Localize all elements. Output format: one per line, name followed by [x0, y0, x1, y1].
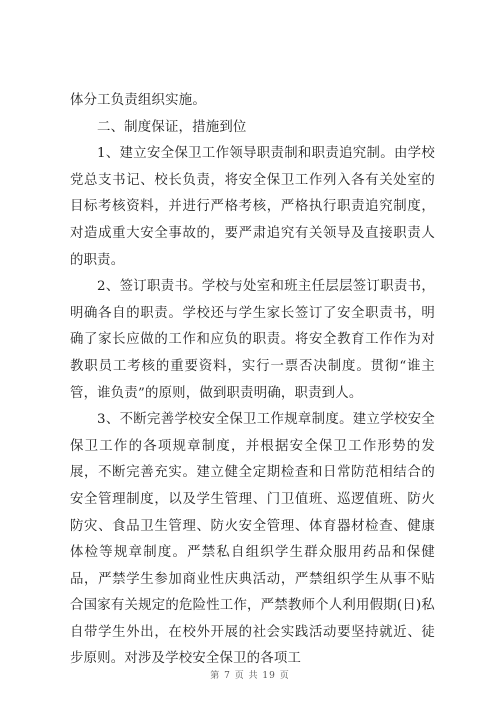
section-heading: 二、制度保证，措施到位 [97, 119, 247, 135]
paragraph-item-3: 3、不断完善学校安全保卫工作规章制度。建立学校安全保卫工作的各项规章制度，并根据安全保卫工作形势的发展，不断完善充实。建立健全定期检查和日常防范相结合的安全管理制度，以及学生管理、门卫值班、巡逻值班、防火防灾、食品卫生管理、防火安全管理、体育器材检查、健康体检等规章制度。严禁私自组织学生群众服用药品和保健品，严禁学生参加商业性庆典活动，严禁组织学生从事不贴合国家有关规定的危险性工作，严禁教师个人利用假期(日)私自带学生外出，在校外开展的社会实践活动要坚持就近、徒步原则。对涉及学校安全保卫的各项工 [70, 412, 435, 667]
page-number-footer: 第 7 页 共 19 页 [210, 671, 290, 681]
paragraph-continuation: 体分工负责组织实施。 [70, 93, 206, 108]
paragraph-item-1: 1、建立安全保卫工作领导职责制和职责追究制。由学校党总支书记、校长负责，将安全保卫工作列入各有关处室的目标考核资料，并进行严格考核，严格执行职责追究制度，对造成重大安全事故的，要严肃追究有关领导及直接职责人的职责。 [70, 146, 435, 268]
paragraph-item-2: 2、签订职责书。学校与处室和班主任层层签订职责书，明确各自的职责。学校还与学生家长签订了安全职责书，明确了家长应做的工作和应负的职责。将安全教育工作作为对教职员工考核的重要资料，实行一票否决制度。贯彻“谁主管，谁负责”的原则，做到职责明确，职责到人。 [70, 279, 435, 401]
document-body [70, 88, 435, 673]
